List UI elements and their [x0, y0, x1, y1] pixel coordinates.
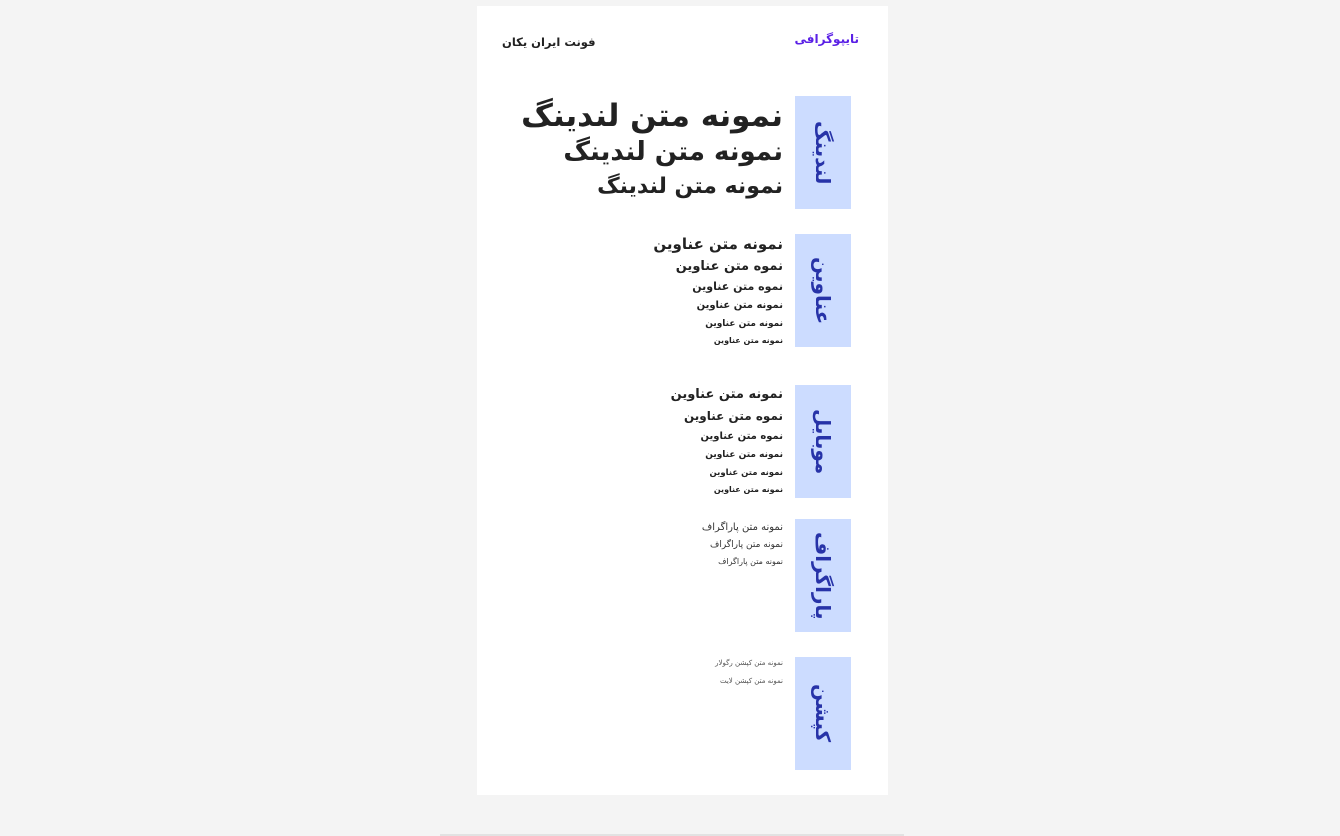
font-name: فونت ایران یکان: [502, 35, 596, 49]
headings-samples: [483, 234, 783, 349]
section-tab-label: عناوین: [811, 256, 835, 325]
brand-title: تایپوگرافی: [794, 32, 859, 46]
sample-line: نمونه متن عناوین: [709, 468, 783, 478]
section-tab-paragraph: [795, 519, 851, 632]
sample-line: نمونه متن عناوین: [670, 387, 783, 402]
sample-line: نمونه متن عناوین: [653, 235, 783, 253]
sample-line: نمونه متن عناوین: [705, 319, 783, 329]
sample-line: نمونه متن پاراگراف: [718, 557, 783, 566]
section-tab-caption: [795, 657, 851, 770]
sample-line: نمونه متن پاراگراف: [710, 540, 783, 550]
sample-line: نمونه متن کپشن لایت: [719, 677, 783, 685]
section-tab-landing: [795, 96, 851, 209]
section-tab-headings: [795, 234, 851, 347]
sample-line: نمونه متن عناوین: [705, 450, 783, 460]
sample-line: نمونه متن لندینگ: [563, 137, 783, 167]
caption-samples: [483, 654, 783, 690]
sample-line: نموه متن عناوین: [683, 409, 783, 423]
section-tab-label: پاراگراف: [811, 531, 835, 620]
section-tab-mobile: [795, 385, 851, 498]
sample-line: نمونه متن لندینگ: [521, 98, 783, 134]
sample-line: نمونه متن لندینگ: [597, 174, 783, 199]
sample-line: نمونه متن عناوین: [713, 336, 783, 345]
section-tab-label: کپشن: [811, 684, 835, 743]
sample-line: نمونه متن پاراگراف: [701, 522, 783, 533]
mobile-samples: [483, 384, 783, 498]
sample-line: نمونه متن عناوین: [696, 300, 783, 311]
sample-line: نموه متن عناوین: [700, 431, 783, 442]
sample-line: نمونه متن کپشن رگولار: [715, 659, 783, 667]
sample-line: نموه متن عناوین: [675, 259, 783, 274]
landing-samples: [483, 96, 783, 206]
section-tab-label: لندینگ: [811, 120, 835, 185]
sample-line: نمونه متن عناوین: [713, 485, 783, 494]
paragraph-samples: [483, 518, 783, 570]
sample-line: نموه متن عناوین: [692, 280, 783, 293]
typography-card: [477, 6, 888, 795]
section-tab-label: موبایل: [811, 408, 835, 475]
